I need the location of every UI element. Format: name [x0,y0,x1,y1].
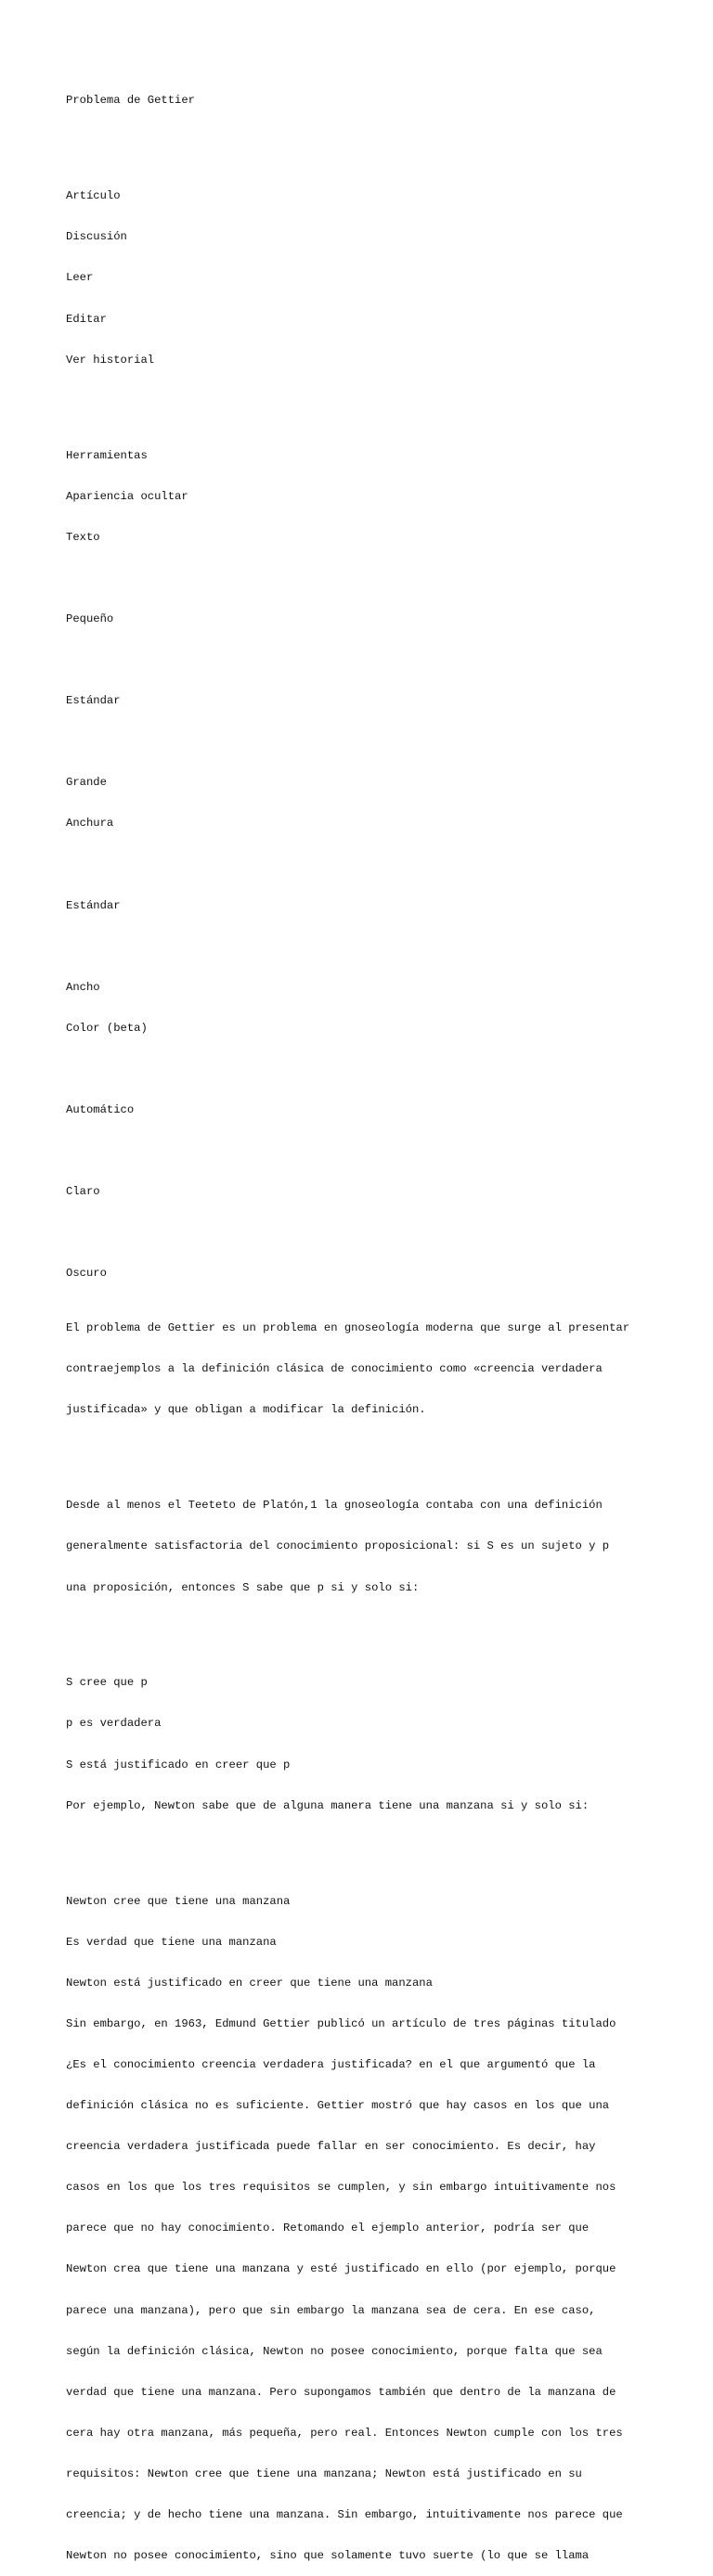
paragraph-line: Newton crea que tiene una manzana y esté justificado en ello (por ejemplo, porque [66,2262,616,2276]
page-title: Problema de Gettier [66,94,195,108]
spacer [66,1226,697,1240]
spacer [66,1445,697,1459]
spacer [66,135,697,149]
paragraph-line: una proposición, entonces S sabe que p si y solo si: [66,1580,420,1594]
color-dark-option[interactable]: Oscuro [66,1267,107,1281]
paragraph-line: definición clásica no es suficiente. Gettier mostró que hay casos en los que una [66,2099,610,2113]
spacer [66,572,697,586]
nav-historial-link[interactable]: Ver historial [66,353,155,367]
spacer [66,1622,697,1636]
list-item: Newton está justificado en creer que tiene una manzana [66,1976,433,1990]
paragraph-line: Por ejemplo, Newton sabe que de alguna manera tiene una manzana si y solo si: [66,1798,590,1812]
list-item: p es verdadera [66,1717,162,1731]
spacer [66,940,697,954]
spacer [66,735,697,749]
spacer [66,394,697,408]
appearance-hide-toggle[interactable]: Apariencia ocultar [66,489,188,503]
spacer [66,1144,697,1158]
paragraph-line: parece una manzana), pero que sin embargo la manzana sea de cera. En ese caso, [66,2303,596,2317]
paragraph-line: según la definición clásica, Newton no posee conocimiento, porque falta que sea [66,2344,603,2358]
paragraph-line: creencia verdadera justificada puede fallar en ser conocimiento. Es decir, hay [66,2140,596,2154]
paragraph-line: Desde al menos el Teeteto de Platón,1 la gnoseología contaba con una definición [66,1499,603,1513]
width-wide-option[interactable]: Ancho [66,980,100,994]
paragraph-line: verdad que tiene una manzana. Pero supongamos también que dentro de la manzana de [66,2385,616,2399]
paragraph-line: requisitos: Newton cree que tiene una manzana; Newton está justificado en su [66,2467,582,2480]
text-size-label: Texto [66,530,100,544]
paragraph-line: Sin embargo, en 1963, Edmund Gettier publicó un artículo de tres páginas titulado [66,2016,616,2030]
paragraph-line: ¿Es el conocimiento creencia verdadera justificada? en el que argumentó que la [66,2057,596,2071]
spacer [66,1063,697,1076]
color-label: Color (beta) [66,1021,148,1035]
color-auto-option[interactable]: Automático [66,1103,135,1117]
paragraph-line: parece que no hay conocimiento. Retomando el ejemplo anterior, podría ser que [66,2222,590,2235]
spacer [66,858,697,872]
text-size-standard-option[interactable]: Estándar [66,694,121,708]
width-label: Anchura [66,817,114,831]
tools-heading[interactable]: Herramientas [66,448,148,462]
list-item: Newton cree que tiene una manzana [66,1894,291,1908]
paragraph-line: casos en los que los tres requisitos se cumplen, y sin embargo intuitivamente nos [66,2181,616,2195]
nav-editar-link[interactable]: Editar [66,312,107,326]
text-size-small-option[interactable]: Pequeño [66,612,114,625]
spacer [66,653,697,667]
nav-leer-link[interactable]: Leer [66,271,94,285]
nav-discusion-link[interactable]: Discusión [66,230,127,244]
intro-line: El problema de Gettier es un problema en gnoseología moderna que surge al presentar [66,1321,630,1335]
document-page [66,67,697,2576]
spacer [66,1840,697,1854]
list-item: S está justificado en creer que p [66,1758,291,1771]
text-size-large-option[interactable]: Grande [66,776,107,790]
list-item: Es verdad que tiene una manzana [66,1935,277,1949]
color-light-option[interactable]: Claro [66,1185,100,1199]
paragraph-line: cera hay otra manzana, más pequeña, pero real. Entonces Newton cumple con los tres [66,2426,623,2440]
intro-line: contraejemplos a la definición clásica de conocimiento como «creencia verdadera [66,1362,603,1376]
width-standard-option[interactable]: Estándar [66,898,121,912]
paragraph-line: creencia; y de hecho tiene una manzana. Sin embargo, intuitivamente nos parece que [66,2507,623,2521]
paragraph-line: Newton no posee conocimiento, sino que solamente tuvo suerte (lo que se llama [66,2549,590,2563]
nav-articulo-link[interactable]: Artículo [66,189,121,203]
list-item: S cree que p [66,1676,148,1690]
intro-line: justificada» y que obligan a modificar la definición. [66,1403,426,1417]
paragraph-line: generalmente satisfactoria del conocimiento proposicional: si S es un sujeto y p [66,1539,610,1553]
